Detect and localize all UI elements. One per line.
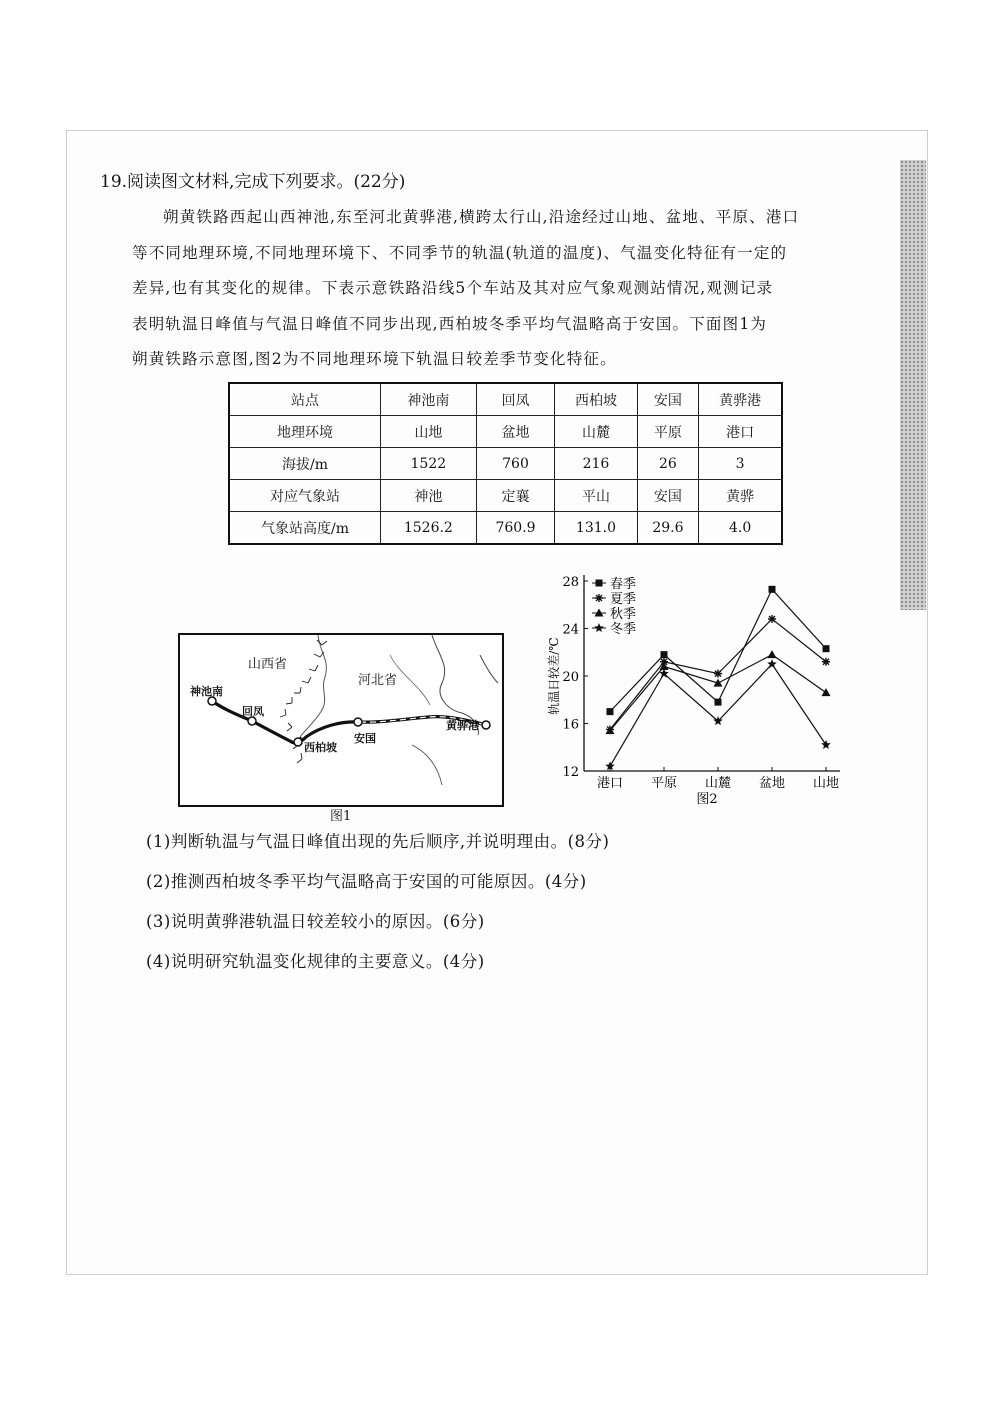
data-point [822, 688, 831, 696]
table-row [229, 512, 782, 545]
y-tick-label: 20 [562, 670, 579, 685]
table-cell: 盆地 [476, 416, 555, 448]
table-cell: 4.0 [699, 512, 782, 545]
station-anguo-marker [354, 718, 362, 726]
x-tick-label: 平原 [650, 776, 678, 791]
station-huanghuagang-marker [482, 721, 490, 729]
data-point [768, 615, 776, 623]
table-cell: 760.9 [476, 512, 555, 545]
table-cell: 回凤 [476, 383, 555, 416]
legend-marker [596, 580, 603, 587]
y-tick-label: 28 [562, 575, 579, 590]
table-row-header: 气象站高度/m [229, 512, 381, 545]
table-cell: 定襄 [476, 480, 555, 512]
paragraph-line: 朔黄铁路西起山西神池,东至河北黄骅港,横跨太行山,沿途经过山地、盆地、平原、港口 [163, 208, 800, 226]
table-row [229, 383, 782, 416]
table-row-header: 地理环境 [229, 416, 381, 448]
table-cell: 1526.2 [381, 512, 477, 545]
label-hebei: 河北省 [358, 673, 398, 688]
legend-marker [594, 623, 604, 632]
table-cell: 26 [637, 448, 699, 480]
table-row-header: 对应气象站 [229, 480, 381, 512]
y-tick-label: 24 [562, 622, 579, 638]
table-row [229, 416, 782, 448]
table-cell: 神池 [381, 480, 477, 512]
station-table [228, 382, 783, 545]
data-point [607, 708, 614, 715]
legend-marker [595, 594, 603, 602]
table-row-header: 站点 [229, 383, 381, 416]
legend-label: 夏季 [610, 592, 637, 607]
label-anguo: 安国 [354, 732, 376, 745]
chart-svg [540, 565, 850, 815]
label-huanghuagang: 黄骅港 [446, 719, 479, 732]
table-cell: 3 [699, 448, 782, 480]
figure2-caption: 图2 [696, 792, 718, 807]
x-tick-label: 港口 [596, 776, 624, 791]
data-point [821, 740, 831, 749]
legend-label: 冬季 [610, 622, 637, 637]
data-point [714, 670, 722, 678]
x-tick-label: 山麓 [704, 776, 732, 791]
station-xibaipo-marker [294, 738, 302, 746]
table-cell: 29.6 [637, 512, 699, 545]
table-cell: 黄骅 [699, 480, 782, 512]
legend-label: 春季 [610, 577, 637, 592]
data-point [661, 651, 668, 658]
y-tick-label: 12 [562, 765, 579, 780]
sub-question-3: (3)说明黄骅港轨温日较差较小的原因。(6分) [146, 912, 485, 931]
paragraph-line: 朔黄铁路示意图,图2为不同地理环境下轨温日较差季节变化特征。 [132, 350, 617, 368]
data-point [823, 645, 830, 652]
legend-label: 秋季 [610, 607, 637, 622]
sub-question-2: (2)推测西柏坡冬季平均气温略高于安国的可能原因。(4分) [146, 872, 587, 891]
scan-edge-shadow [900, 160, 926, 610]
table-cell: 131.0 [555, 512, 637, 545]
table-cell: 黄骅港 [699, 383, 782, 416]
paragraph-line: 差异,也有其变化的规律。下表示意铁路沿线5个车站及其对应气象观测站情况,观测记录 [132, 279, 774, 297]
table-cell: 平原 [637, 416, 699, 448]
table-cell: 山地 [381, 416, 477, 448]
table-cell: 安国 [637, 383, 699, 416]
table-row [229, 480, 782, 512]
label-xibaipo: 西柏坡 [304, 741, 337, 754]
label-huifeng: 回凤 [242, 705, 264, 718]
figure1-caption: 图1 [330, 809, 352, 824]
data-point [822, 658, 830, 666]
label-shanxi: 山西省 [248, 657, 288, 672]
data-point [715, 699, 722, 706]
table-cell: 216 [555, 448, 637, 480]
table-cell: 1522 [381, 448, 477, 480]
table-cell: 平山 [555, 480, 637, 512]
y-tick-label: 16 [562, 717, 579, 733]
river [480, 655, 498, 683]
river [412, 745, 442, 785]
table-row-header: 海拔/m [229, 448, 381, 480]
paragraph-line: 等不同地理环境,不同地理环境下、不同季节的轨温(轨道的温度)、气温变化特征有一定的 [132, 243, 788, 262]
table-row [229, 448, 782, 480]
question-title: 19.阅读图文材料,完成下列要求。(22分) [100, 172, 406, 192]
table-cell: 山麓 [555, 416, 637, 448]
province-boundary [300, 635, 326, 737]
label-shenchinan: 神池南 [190, 685, 223, 698]
series-line-春季 [610, 589, 826, 711]
data-point [769, 586, 776, 593]
material-paragraph [132, 200, 852, 378]
y-axis-label: 轨温日较差/℃ [547, 637, 561, 715]
x-tick-label: 盆地 [758, 776, 786, 791]
table-cell: 西柏坡 [555, 383, 637, 416]
table-cell: 港口 [699, 416, 782, 448]
sub-question-1: (1)判断轨温与气温日峰值出现的先后顺序,并说明理由。(8分) [146, 832, 610, 851]
sub-question-4: (4)说明研究轨温变化规律的主要意义。(4分) [146, 952, 485, 971]
x-tick-label: 山地 [812, 776, 840, 791]
paragraph-line: 表明轨温日峰值与气温日峰值不同步出现,西柏坡冬季平均气温略高于安国。下面图1为 [132, 314, 768, 333]
rail-temp-chart [540, 565, 850, 815]
table-cell: 神池南 [381, 383, 477, 416]
data-point [768, 650, 777, 658]
table-cell: 760 [476, 448, 555, 480]
table-cell: 安国 [637, 480, 699, 512]
railway-map [178, 633, 504, 807]
